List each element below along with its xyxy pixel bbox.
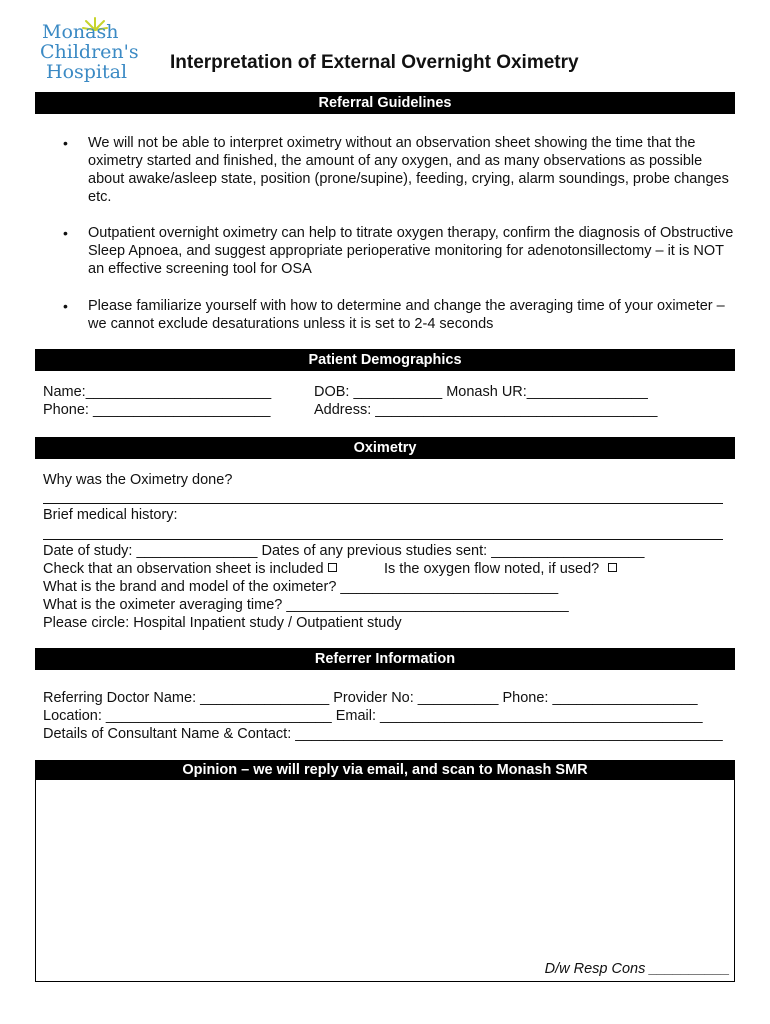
- signoff-field[interactable]: D/w Resp Cons __________: [544, 961, 730, 977]
- dob-ur-field[interactable]: DOB: ___________ Monash UR:_______________: [314, 384, 648, 400]
- why-answer-line[interactable]: [43, 503, 723, 504]
- oxygen-flow-checkbox[interactable]: [608, 563, 617, 572]
- referring-doctor-field[interactable]: Referring Doctor Name: ________________ Provider No: __________ Phone: __________________: [43, 690, 698, 706]
- bullet-icon: •: [63, 225, 68, 241]
- section-header-demographics: Patient Demographics: [35, 349, 735, 371]
- why-label: Why was the Oximetry done?: [43, 472, 233, 488]
- observation-checkbox[interactable]: [328, 563, 337, 572]
- brand-field[interactable]: What is the brand and model of the oximeter? ___________________________: [43, 579, 559, 595]
- guideline-item: Outpatient overnight oximetry can help to titrate oxygen therapy, confirm the diagnosis of Obstructive Sleep Apnoea, and suggest appropriate perioperative monitoring for adenotonsillectomy – it is NOT an effective screening tool for OSA: [88, 225, 734, 277]
- location-email-field[interactable]: Location: ____________________________ Email: ________________________________________: [43, 708, 703, 724]
- section-header-oximetry: Oximetry: [35, 437, 735, 459]
- hospital-logo: [40, 16, 139, 86]
- bullet-icon: •: [63, 298, 68, 314]
- averaging-field[interactable]: What is the oximeter averaging time? ___________________________________: [43, 597, 569, 613]
- section-header-opinion: Opinion – we will reply via email, and scan to Monash SMR: [35, 760, 735, 780]
- observation-check-row: [43, 560, 337, 578]
- guideline-item: Please familiarize yourself with how to determine and change the averaging time of your oximeter – we cannot exclude desaturations unless it is set to 2-4 seconds: [88, 298, 725, 332]
- oxygen-flow-label: Is the oxygen flow noted, if used?: [384, 561, 600, 577]
- phone-field[interactable]: Phone: ______________________: [43, 402, 271, 418]
- guideline-item: We will not be able to interpret oximetry without an observation sheet showing the time that the oximetry started and finished, the amount of any oxygen, and as many observations as possible about awake/asleep state, position (prone/supine), feeding, crying, alarm soundings, probe changes etc.: [88, 135, 729, 205]
- opinion-box[interactable]: [35, 760, 735, 982]
- section-header-referrer: Referrer Information: [35, 648, 735, 670]
- consultant-field[interactable]: Details of Consultant Name & Contact: _____________________________________________________: [43, 726, 723, 742]
- observation-check-label: Check that an observation sheet is included: [43, 561, 324, 577]
- bullet-icon: •: [63, 135, 68, 151]
- date-field[interactable]: Date of study: _______________ Dates of any previous studies sent: ___________________: [43, 543, 645, 559]
- address-field[interactable]: Address: ___________________________________: [314, 402, 658, 418]
- history-label: Brief medical history:: [43, 507, 178, 523]
- logo-line-1: Monash: [42, 21, 119, 43]
- oxygen-flow-row: [384, 560, 617, 578]
- logo-line-3: Hospital: [46, 61, 128, 83]
- logo-line-2: Children's: [40, 41, 139, 63]
- history-answer-line[interactable]: [43, 539, 723, 540]
- name-field[interactable]: Name:_______________________: [43, 384, 272, 400]
- study-type-field[interactable]: Please circle: Hospital Inpatient study / Outpatient study: [43, 615, 402, 631]
- page-title: Interpretation of External Overnight Oximetry: [170, 52, 579, 73]
- section-header-referral: Referral Guidelines: [35, 92, 735, 114]
